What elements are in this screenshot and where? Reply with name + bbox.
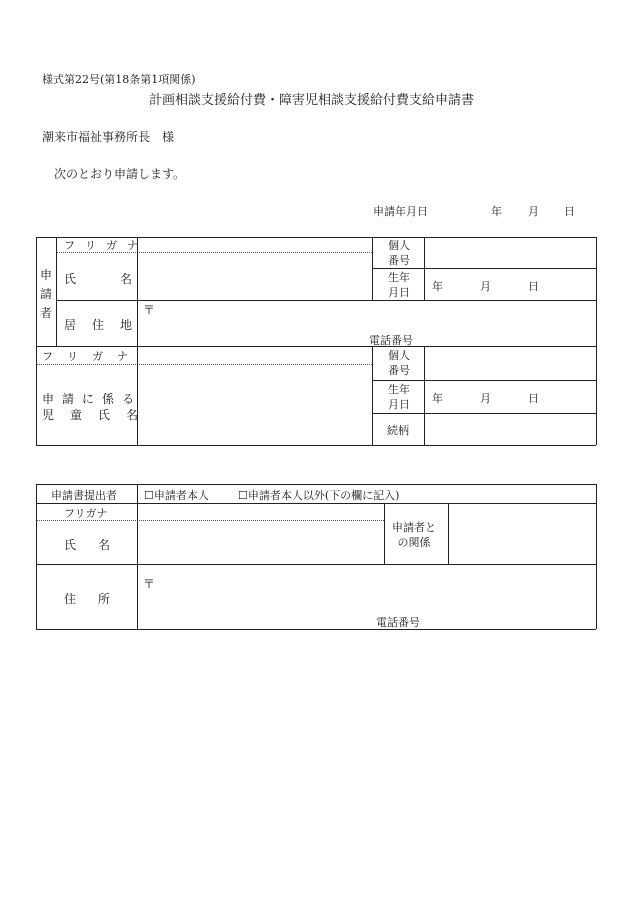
child-birth-month: 月 [480,392,491,405]
applicant-phone-label: 電話番号 [369,334,413,347]
applicant-section-label: 申 請 者 [40,268,53,320]
submitter-address-label-2: 所 [98,592,111,606]
child-relationship-label: 続柄 [387,424,409,437]
applicant-birth-year: 年 [432,280,443,293]
submitter-phone-label: 電話番号 [376,616,420,629]
application-year-label: 年 [491,205,502,218]
intro-text: 次のとおり申請します。 [54,167,186,181]
application-day-label: 日 [564,205,575,218]
child-personal-number-field[interactable] [425,347,596,380]
child-relationship-field[interactable] [425,414,596,445]
application-month-label: 月 [528,205,539,218]
submitter-option-other[interactable]: ☐申請者本人以外(下の欄に記入) [238,489,400,502]
applicant-name-label-2: 名 [120,272,133,286]
child-personal-number-label: 個人 番号 [388,349,410,377]
child-furigana-label: フ リ ガ ナ [42,350,128,363]
document-title: 計画相談支援給付費・障害児相談支援給付費支給申請書 [149,93,475,108]
applicant-personal-number-field[interactable] [425,238,596,268]
applicant-birth-day: 日 [528,280,539,293]
applicant-furigana-field[interactable] [138,238,372,252]
submitter-label: 申請書提出者 [51,489,117,502]
child-name-label-line1: 申 請 に 係 る [42,392,135,406]
applicant-address-field[interactable] [138,301,596,346]
applicant-name-field[interactable] [138,253,372,300]
submitter-name-label-2: 名 [98,538,111,552]
addressee: 潮来市福祉事務所長 様 [42,130,175,144]
applicant-personal-number-label: 個人 番号 [388,239,410,267]
applicant-address-label-3: 地 [120,318,133,332]
submitter-furigana-label: フリガナ [64,507,108,520]
applicant-address-label-2: 住 [92,318,105,332]
application-date-label: 申請年月日 [373,205,428,218]
applicant-birthdate-label: 生年 月日 [388,271,410,299]
submitter-address-label-1: 住 [64,592,77,606]
submitter-relation-field[interactable] [449,504,596,564]
submitter-furigana-field[interactable] [138,504,384,520]
child-birthdate-label: 生年 月日 [388,383,410,411]
applicant-furigana-label: フ リ ガ ナ [64,239,138,252]
child-name-label-line2: 児 童 氏 名 [42,408,139,422]
submitter-option-self[interactable]: ☐申請者本人 [144,489,209,502]
applicant-name-label-1: 氏 [64,272,77,286]
applicant-birth-month: 月 [480,280,491,293]
applicant-postal-mark: 〒 [143,303,156,317]
child-furigana-field[interactable] [138,347,372,363]
form-number: 様式第22号(第18条第1項関係) [42,73,196,86]
submitter-name-label-1: 氏 [64,538,77,552]
submitter-name-field[interactable] [138,521,384,564]
child-birth-day: 日 [528,392,539,405]
child-name-field[interactable] [138,365,372,445]
applicant-address-label-1: 居 [64,318,77,332]
submitter-address-field[interactable] [138,565,596,629]
child-birth-year: 年 [432,392,443,405]
submitter-relation-label: 申請者と の関係 [392,521,436,549]
submitter-postal-mark: 〒 [143,577,156,591]
